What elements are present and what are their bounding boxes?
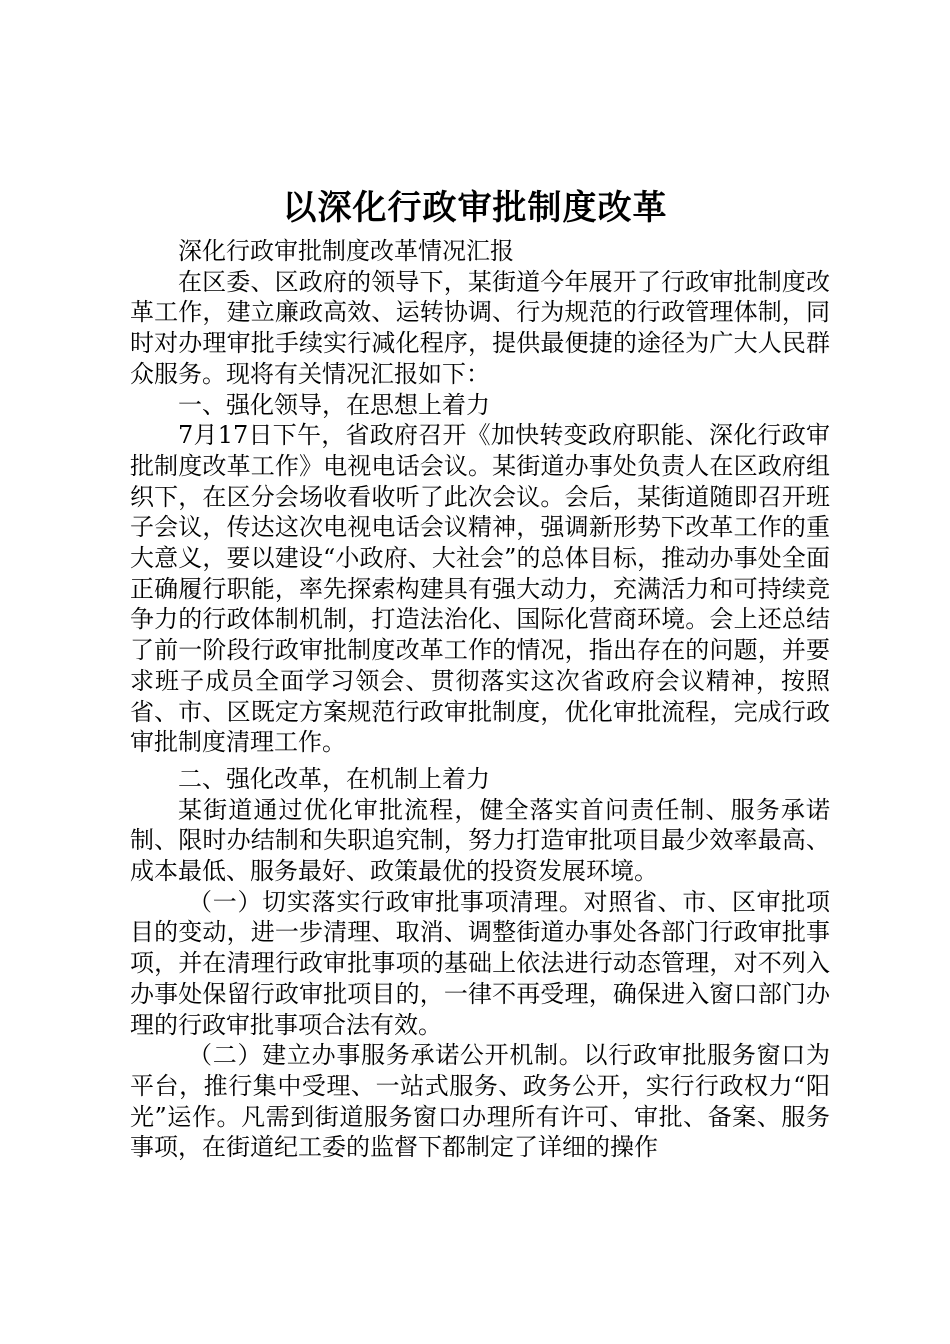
paragraph-subsection-2: （二）建立办事服务承诺公开机制。以行政审批服务窗口为平台，推行集中受理、一站式服务、政务公开，实行行政权力“阳光”运作。凡需到街道服务窗口办理所有许可、审批、备案、服务事项，在街道纪工委的监督下都制定了详细的操作 bbox=[130, 1041, 830, 1162]
paragraph-section-1: 7月17日下午，省政府召开《加快转变政府职能、深化行政审批制度改革工作》电视电话会议。某街道办事处负责人在区政府组织下，在区分会场收看收听了此次会议。会后，某街道随即召开班子会议，传达这次电视电话会议精神，强调新形势下改革工作的重大意义，要以建设“小政府、大社会”的总体目标，推动办事处全面正确履行职能，率先探索构建具有强大动力，充满活力和可持续竞争力的行政体制机制，打造法治化、国际化营商环境。会上还总结了前一阶段行政审批制度改革工作的情况，指出存在的问题，并要求班子成员全面学习领会、贯彻落实这次省政府会议精神，按照省、市、区既定方案规范行政审批制度，优化审批流程，完成行政审批制度清理工作。 bbox=[130, 421, 830, 757]
paragraph-subsection-1: （一）切实落实行政审批事项清理。对照省、市、区审批项目的变动，进一步清理、取消、调整街道办事处各部门行政审批事项，并在清理行政审批事项的基础上依法进行动态管理，对不列入办事处保留行政审批项目的，一律不再受理，确保进入窗口部门办理的行政审批事项合法有效。 bbox=[130, 887, 830, 1039]
section-heading-1: 一、强化领导，在思想上着力 bbox=[178, 390, 490, 419]
document-body bbox=[130, 236, 830, 1163]
section-heading-2: 二、强化改革，在机制上着力 bbox=[178, 764, 490, 793]
document-subtitle: 深化行政审批制度改革情况汇报 bbox=[178, 237, 514, 265]
document-title: 以深化行政审批制度改革 bbox=[282, 188, 668, 228]
paragraph-section-2: 某街道通过优化审批流程，健全落实首问责任制、服务承诺制、限时办结制和失职追究制，努力打造审批项目最少效率最高、成本最低、服务最好、政策最优的投资发展环境。 bbox=[130, 795, 830, 886]
paragraph-intro: 在区委、区政府的领导下，某街道今年展开了行政审批制度改革工作，建立廉政高效、运转协调、行为规范的行政管理体制，同时对办理审批手续实行减化程序，提供最便捷的途径为广大人民群众服务。现将有关情况汇报如下： bbox=[130, 267, 830, 388]
